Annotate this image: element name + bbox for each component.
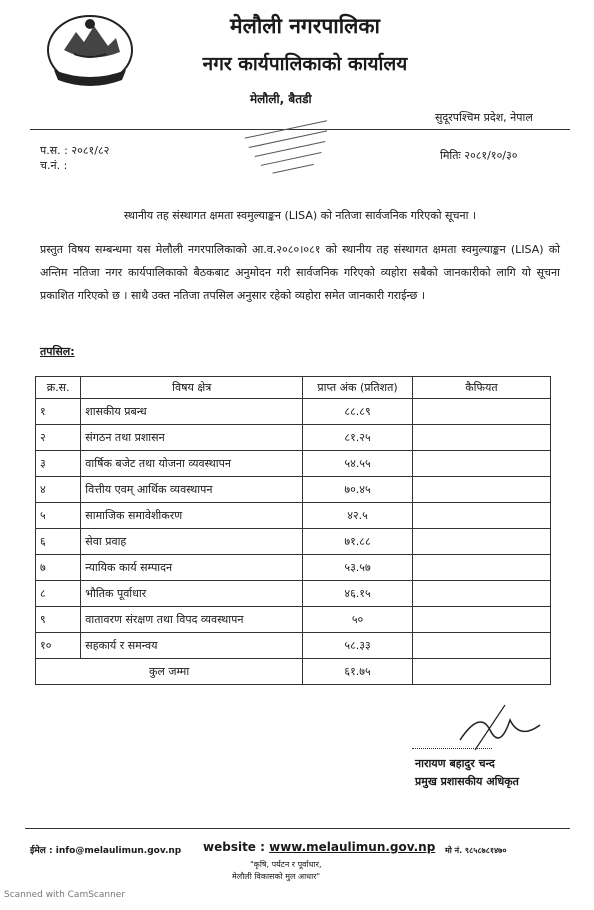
municipality-name: मेलौली नगरपालिका [230,14,380,38]
cell-remarks [412,477,550,503]
footer-email: ईमेल : info@melaulimun.gov.np [30,846,182,856]
table-row [36,529,551,555]
cell-score: ८८.८९ [303,399,413,425]
table-row [36,607,551,633]
total-row [36,659,551,685]
header-sn: क्र.स. [36,377,81,399]
cell-sn: ९ [36,607,81,633]
cell-score: ५८.३३ [303,633,413,659]
cell-sn: १० [36,633,81,659]
table-row [36,503,551,529]
cell-area: भौतिक पूर्वाधार [81,581,303,607]
website-label: website : [203,840,265,854]
table-row [36,425,551,451]
signature-icon [450,700,550,760]
camscanner-icon: Scanned with CamScanner [4,890,126,900]
notice-subject: स्थानीय तह संस्थागत क्षमता स्वमुल्याङ्कन (LISA) को नतिजा सार्वजनिक गरिएको सूचना । [123,209,477,222]
table-header-row [36,377,551,399]
details-heading: तपसिल: [40,345,75,358]
header-score: प्राप्त अंक (प्रतिशत) [303,377,413,399]
slogan-line-2: मेलौली विकासको मुल आधार" [232,872,321,881]
table-row [36,555,551,581]
table-row [36,399,551,425]
lisa-results-table [35,376,551,685]
table-row [36,581,551,607]
footer-website [203,840,435,854]
notice-body: प्रस्तुत विषय सम्बन्धमा यस मेलौली नगरपालिकाको आ.व.२०८०।०८१ को स्थानीय तह संस्थागत क्षमता स्वमुल्याङ्कन (LISA) को अन्तिम नतिजा नगर कार्यपालिकाको बैठकबाट अनुमोदन गरी सार्वजनिक गरिएको व्यहोरा सबैको जानकारीको लागि यो सूचना प्रकाशित गरिएको छ । साथै उक्त नतिजा तपसिल अनुसार रहेको व्यहोरा समेत जानकारी गराईन्छ । [40,243,561,302]
footer-mobile: मो नं. ९८५८७८१४७० [445,846,507,855]
cell-score: ४६.१५ [303,581,413,607]
cell-area: सेवा प्रवाह [81,529,303,555]
total-label: कुल जम्मा [36,659,303,685]
cell-area: न्यायिक कार्य सम्पादन [81,555,303,581]
signatory-name: नारायण बहादुर चन्द [415,757,495,770]
office-name: नगर कार्यपालिकाको कार्यालय [202,53,408,75]
cell-remarks [412,425,550,451]
table-row [36,451,551,477]
province-label: सुदूरपश्चिम प्रदेश, नेपाल [435,111,533,124]
cell-sn: २ [36,425,81,451]
footer-divider [25,828,570,829]
cell-sn: ६ [36,529,81,555]
cell-score: ७१.८८ [303,529,413,555]
cell-area: वातावरण संरक्षण तथा विपद व्यवस्थापन [81,607,303,633]
cell-remarks [412,399,550,425]
office-seal-icon [240,115,340,183]
letter-date: मितिः २०८१/१०/३० [440,149,518,162]
nepal-emblem-icon [44,10,136,92]
website-link[interactable]: www.melaulimun.gov.np [269,840,436,854]
cell-score: ८१.२५ [303,425,413,451]
signatory-post: प्रमुख प्रशासकीय अधिकृत [415,775,519,788]
cell-area: वित्तीय एवम् आर्थिक व्यवस्थापन [81,477,303,503]
cell-area: संगठन तथा प्रशासन [81,425,303,451]
table-row [36,633,551,659]
cell-score: ४२.५ [303,503,413,529]
total-value: ६१.७५ [303,659,413,685]
cell-remarks [412,607,550,633]
cell-area: शासकीय प्रबन्ध [81,399,303,425]
cell-remarks [412,633,550,659]
header-remarks: कैफियत [412,377,550,399]
cell-sn: १ [36,399,81,425]
cell-score: ५३.५७ [303,555,413,581]
cell-sn: ३ [36,451,81,477]
signature-line [412,748,492,749]
table-row [36,477,551,503]
cell-remarks [412,529,550,555]
cell-remarks [412,503,550,529]
cell-score: ७०.४५ [303,477,413,503]
cell-area: सहकार्य र समन्वय [81,633,303,659]
cell-area: वार्षिक बजेट तथा योजना व्यवस्थापन [81,451,303,477]
cell-score: ५४.५५ [303,451,413,477]
cell-score: ५० [303,607,413,633]
cell-sn: ७ [36,555,81,581]
cell-remarks [412,451,550,477]
cell-remarks [412,581,550,607]
cell-sn: ५ [36,503,81,529]
total-remarks [412,659,550,685]
cell-area: सामाजिक समावेशीकरण [81,503,303,529]
cell-sn: ४ [36,477,81,503]
header-area: विषय क्षेत्र [81,377,303,399]
cell-remarks [412,555,550,581]
slogan-line-1: "कृषि, पर्यटन र पूर्वाधार, [250,860,322,869]
office-location: मेलौली, बैतडी [250,92,312,106]
dispatch-number: च.नं. : [40,159,68,172]
cell-sn: ८ [36,581,81,607]
reference-number: प.स. : २०८१/८२ [40,144,110,157]
